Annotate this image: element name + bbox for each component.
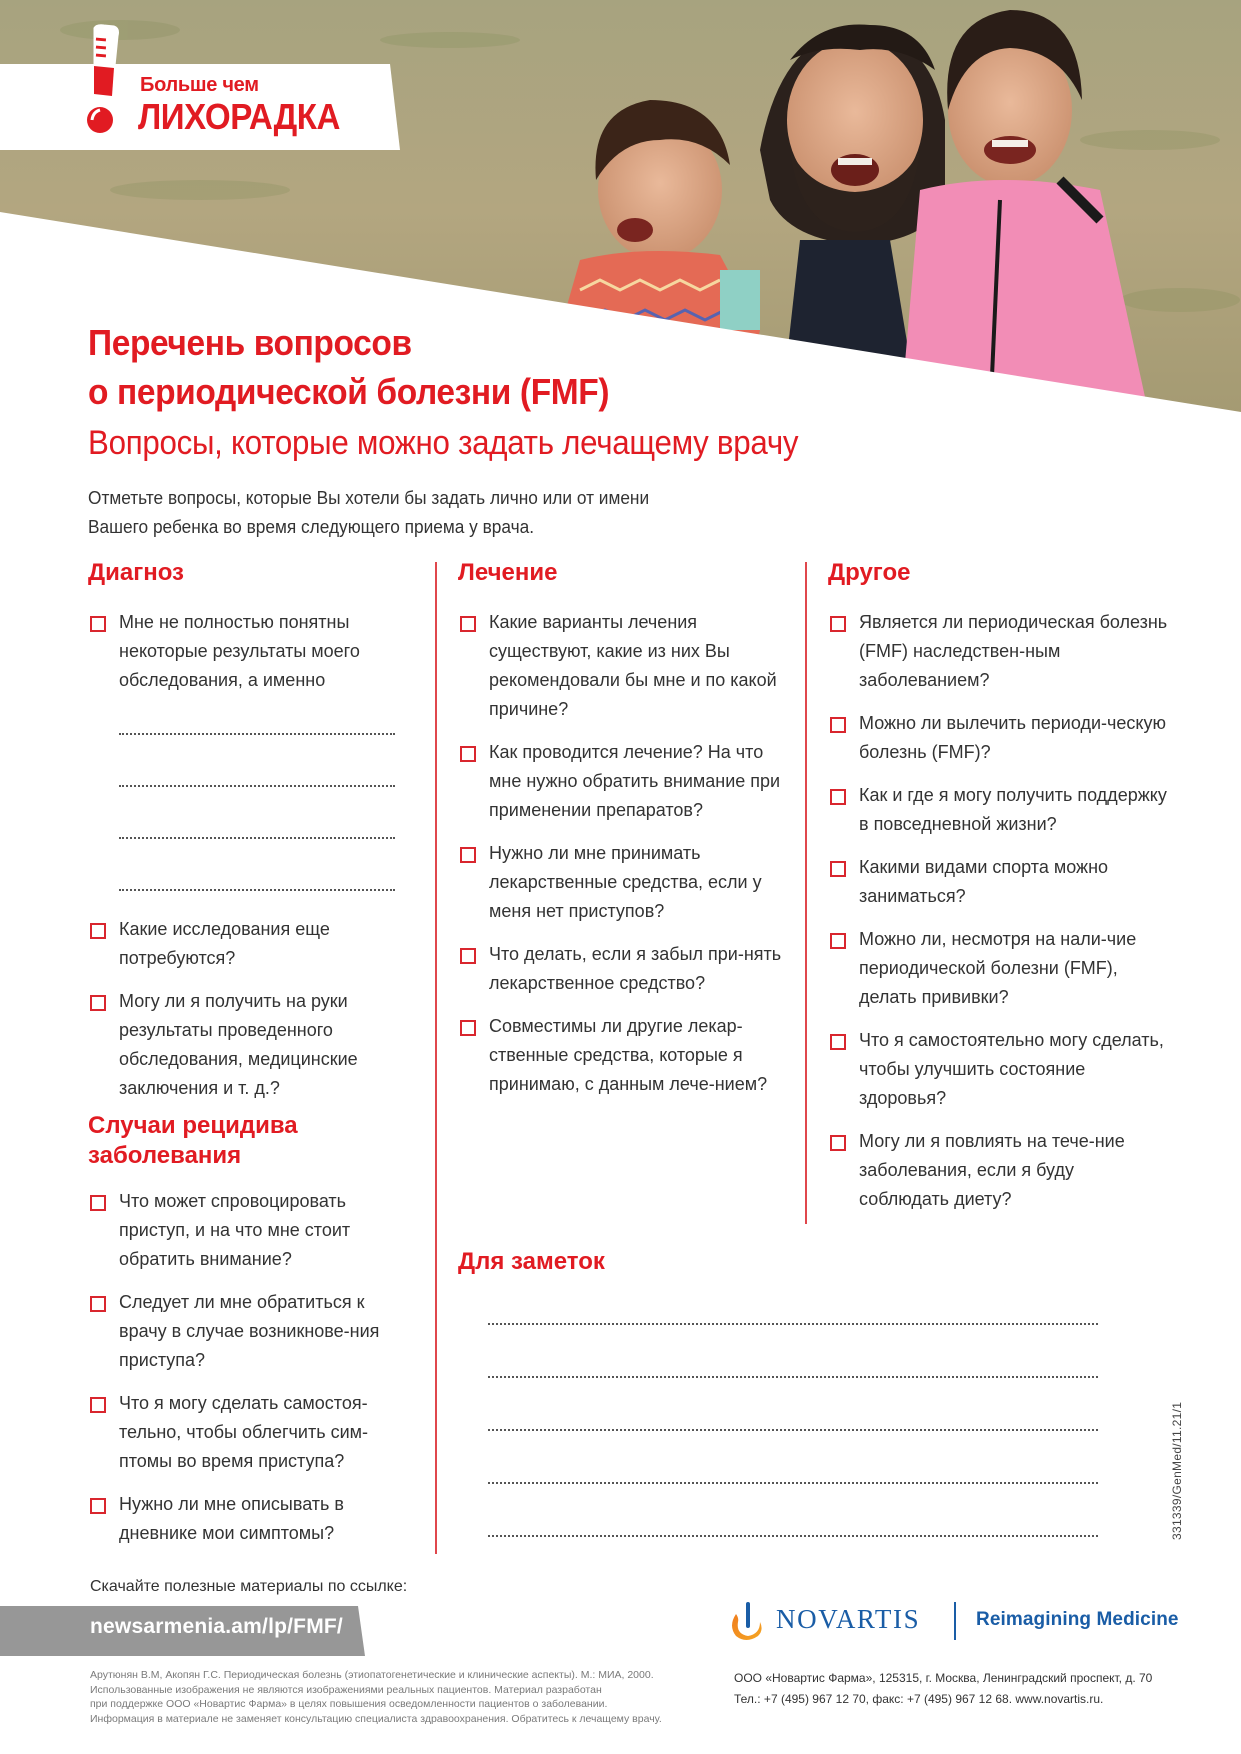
checkbox[interactable] (830, 789, 846, 805)
company-tagline: Reimagining Medicine (976, 1609, 1179, 1630)
section-diagnosis (88, 558, 408, 1562)
question-text: Что я могу сделать самостоя-тельно, чтобы облегчить сим-птомы во время приступа? (119, 1393, 369, 1471)
question-item (458, 608, 788, 724)
references (90, 1668, 690, 1726)
section-other (828, 558, 1168, 1228)
checkbox[interactable] (830, 616, 846, 632)
question-item (828, 925, 1168, 1012)
checkbox[interactable] (460, 948, 476, 964)
reference-line: Арутюнян В.М, Акопян Г.С. Периодическая болезнь (этиопатогенетические и клинические аспекты). М.: МИА, 2000. (90, 1669, 654, 1681)
notes-line[interactable] (488, 1376, 1098, 1378)
question-text: Какими видами спорта можно заниматься? (859, 857, 1109, 906)
question-item (458, 839, 788, 926)
question-text: Нужно ли мне принимать лекарственные средства, если у меня нет приступов? (489, 843, 762, 921)
question-item (458, 738, 788, 825)
question-item (828, 1026, 1168, 1113)
page-subtitle: Вопросы, которые можно задать лечащему врачу (88, 424, 799, 462)
reference-line: при поддержке ООО «Новартис Фарма» в целях повышения осведомленности пациентов о заболевании. (90, 1698, 608, 1710)
intro-text (88, 484, 779, 542)
section-heading: Лечение (458, 559, 558, 586)
answer-line[interactable] (119, 733, 395, 735)
checkbox[interactable] (830, 861, 846, 877)
document-code: 331339/GenMed/11.21/1 (1170, 1401, 1184, 1540)
checkbox[interactable] (460, 746, 476, 762)
question-text: Что может спровоцировать приступ, и на что мне стоит обратить внимание? (119, 1191, 351, 1269)
checkbox[interactable] (90, 616, 106, 632)
intro-line-2: Вашего ребенка во время следующего приема у врача. (88, 517, 535, 537)
checkbox[interactable] (830, 1034, 846, 1050)
company-name: NOVARTIS (776, 1604, 921, 1634)
question-text: Как проводится лечение? На что мне нужно обратить внимание при применении препаратов? (489, 742, 781, 820)
question-text: Что я самостоятельно могу сделать, чтобы улучшить состояние здоровья? (859, 1030, 1164, 1108)
notes-line[interactable] (488, 1535, 1098, 1537)
notes-line[interactable] (488, 1429, 1098, 1431)
question-text: Какие варианты лечения существуют, какие из них Вы рекомендовали бы мне и по какой причине? (489, 612, 777, 719)
reference-line: Информация в материале не заменяет консультацию специалиста здравоохранения. Обратитесь к лечащему врачу. (90, 1712, 662, 1725)
question-item (458, 940, 788, 998)
question-text: Какие исследования еще потребуются? (119, 919, 330, 968)
novartis-flame-icon (728, 1600, 768, 1644)
notes-line[interactable] (488, 1323, 1098, 1325)
question-text: Могу ли я получить на руки результаты проведенного обследования, медицинские заключения и т. д.? (119, 991, 358, 1098)
page-title (88, 318, 609, 416)
question-item (828, 709, 1168, 767)
question-text: Следует ли мне обратиться к врачу в случае возникнове-ния приступа? (119, 1292, 380, 1370)
relapse-heading-line-1: Случаи рецидива (88, 1112, 298, 1139)
notes-line[interactable] (488, 1482, 1098, 1484)
question-item (828, 608, 1168, 695)
question-item (88, 1288, 408, 1375)
question-item (88, 1490, 408, 1548)
title-line-2: о периодической болезни (FMF) (88, 371, 610, 412)
question-item (88, 1187, 408, 1274)
question-item (88, 1389, 408, 1476)
company-contacts (734, 1668, 1152, 1710)
checkbox[interactable] (90, 1195, 106, 1211)
company-phones: Тел.: +7 (495) 967 12 70, факс: +7 (495) 967 12 68. www.novartis.ru. (734, 1692, 1104, 1706)
question-text: Является ли периодическая болезнь (FMF) наследствен-ным заболеванием? (859, 612, 1168, 690)
section-heading-relapse (88, 1111, 408, 1171)
question-item (828, 781, 1168, 839)
checkbox[interactable] (90, 923, 106, 939)
question-item (88, 987, 408, 1103)
logo-separator (954, 1602, 956, 1640)
title-line-1: Перечень вопросов (88, 322, 412, 363)
reference-line: Использованные изображения не являются изображениями реальных пациентов. Материал разработан (90, 1683, 602, 1696)
answer-line[interactable] (119, 889, 395, 891)
question-item (828, 853, 1168, 911)
checkbox[interactable] (460, 847, 476, 863)
checkbox[interactable] (830, 933, 846, 949)
answer-line[interactable] (119, 785, 395, 787)
question-text: Нужно ли мне описывать в дневнике мои симптомы? (119, 1494, 344, 1543)
logo-tagline: Больше чем (140, 74, 259, 96)
logo-title: ЛИХОРАДКА (138, 96, 340, 137)
question-text: Совместимы ли другие лекар-ственные средства, которые я принимаю, с данным лече-нием? (489, 1016, 768, 1094)
checkbox[interactable] (830, 1135, 846, 1151)
section-heading: Другое (828, 559, 911, 586)
download-label: Скачайте полезные материалы по ссылке: (90, 1578, 408, 1595)
intro-line-1: Отметьте вопросы, которые Вы хотели бы задать лично или от имени (88, 488, 650, 508)
relapse-heading-line-2: заболевания (88, 1142, 242, 1169)
notes-heading: Для заметок (458, 1248, 605, 1275)
answer-line[interactable] (119, 837, 395, 839)
column-divider-2 (805, 562, 807, 1224)
question-text: Могу ли я повлиять на тече-ние заболевания, если я буду соблюдать диету? (859, 1131, 1125, 1209)
question-text: Можно ли, несмотря на нали-чие периодической болезни (FMF), делать прививки? (859, 929, 1137, 1007)
download-link[interactable]: newsarmenia.am/lp/FMF/ (90, 1615, 343, 1638)
checkbox[interactable] (90, 1498, 106, 1514)
thermometer-exclamation-icon (80, 24, 124, 134)
question-item (88, 915, 408, 973)
question-item (458, 1012, 788, 1099)
checkbox[interactable] (460, 1020, 476, 1036)
section-heading: Диагноз (88, 559, 184, 586)
column-divider-1 (435, 562, 437, 1554)
question-item (88, 608, 408, 695)
checkbox[interactable] (830, 717, 846, 733)
section-treatment (458, 558, 788, 1113)
question-text: Что делать, если я забыл при-нять лекарственное средство? (489, 944, 782, 993)
question-text: Можно ли вылечить периоди-ческую болезнь (FMF)? (859, 713, 1166, 762)
question-text: Как и где я могу получить поддержку в повседневной жизни? (859, 785, 1167, 834)
question-item (828, 1127, 1168, 1214)
question-text: Мне не полностью понятны некоторые результаты моего обследования, а именно (119, 612, 360, 690)
checkbox[interactable] (90, 995, 106, 1011)
checkbox[interactable] (460, 616, 476, 632)
checkbox[interactable] (90, 1296, 106, 1312)
company-address: ООО «Новартис Фарма», 125315, г. Москва, Ленинградский проспект, д. 70 (734, 1671, 1153, 1685)
checkbox[interactable] (90, 1397, 106, 1413)
